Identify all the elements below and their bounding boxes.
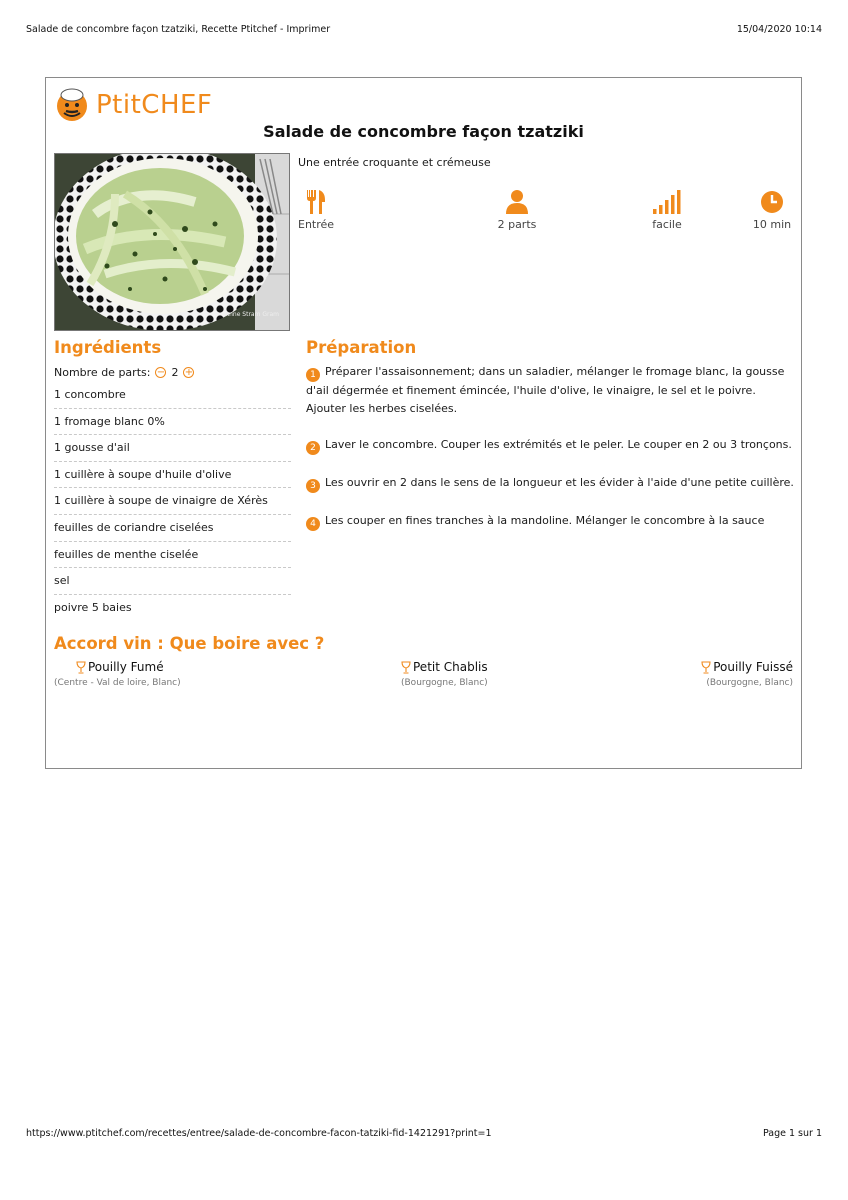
meta-servings bbox=[494, 190, 540, 231]
ingredient-item: 1 concombre bbox=[54, 382, 291, 409]
ingredient-item: feuilles de coriandre ciselées bbox=[54, 515, 291, 542]
wine-origin: (Bourgogne, Blanc) bbox=[706, 678, 793, 688]
servings-control bbox=[54, 366, 194, 379]
meta-servings-label: 2 parts bbox=[497, 218, 537, 231]
wine-glass-icon bbox=[76, 661, 86, 674]
logo-text: PtitCHEF bbox=[96, 90, 213, 120]
print-footer bbox=[26, 1128, 822, 1139]
preparation-heading: Préparation bbox=[306, 338, 417, 357]
ingredient-item: 1 cuillère à soupe d'huile d'olive bbox=[54, 462, 291, 489]
fork-knife-icon bbox=[305, 190, 327, 214]
print-header-title: Salade de concombre façon tzatziki, Recette Ptitchef - Imprimer bbox=[26, 24, 331, 35]
preparation-steps bbox=[306, 363, 794, 550]
wine-glass-icon bbox=[701, 661, 711, 674]
ingredient-item: feuilles de menthe ciselée bbox=[54, 542, 291, 569]
difficulty-bars-icon bbox=[653, 190, 681, 214]
ingredient-item: 1 gousse d'ail bbox=[54, 435, 291, 462]
step-text: Les ouvrir en 2 dans le sens de la longueur et les évider à l'aide d'une petite cuillère. bbox=[325, 476, 794, 489]
meta-difficulty bbox=[650, 190, 684, 231]
ptitchef-logo[interactable] bbox=[54, 84, 212, 126]
step-number-badge: 3 bbox=[306, 479, 320, 493]
meta-time bbox=[750, 190, 794, 231]
wine-name: Pouilly Fumé bbox=[88, 660, 164, 674]
photo-credit: Anne Stram Gram bbox=[224, 311, 279, 318]
salad-bowl-image bbox=[55, 154, 290, 331]
step-text: Laver le concombre. Couper les extrémités et le peler. Le couper en 2 ou 3 tronçons. bbox=[325, 438, 792, 451]
meta-course bbox=[298, 190, 334, 231]
print-header bbox=[26, 24, 822, 35]
meta-time-label: 10 min bbox=[752, 218, 792, 231]
step-number-badge: 1 bbox=[306, 368, 320, 382]
recipe-subtitle: Une entrée croquante et crémeuse bbox=[298, 156, 491, 169]
wine-glass-icon bbox=[401, 661, 411, 674]
decrease-servings-button[interactable]: − bbox=[156, 366, 166, 378]
servings-value: 2 bbox=[171, 366, 179, 379]
ingredient-item: sel bbox=[54, 568, 291, 595]
ingredients-heading: Ingrédients bbox=[54, 338, 162, 357]
preparation-step bbox=[306, 436, 794, 455]
person-icon bbox=[506, 190, 528, 214]
clock-icon bbox=[760, 190, 784, 214]
preparation-step bbox=[306, 363, 794, 417]
ingredients-list bbox=[54, 382, 291, 621]
meta-course-label: Entrée bbox=[298, 218, 335, 231]
step-number-badge: 2 bbox=[306, 441, 320, 455]
increase-servings-button[interactable]: + bbox=[184, 366, 194, 378]
recipe-photo bbox=[54, 153, 290, 331]
recipe-title: Salade de concombre façon tzatziki bbox=[263, 122, 584, 141]
servings-label: Nombre de parts: bbox=[54, 366, 151, 379]
ingredient-item: 1 cuillère à soupe de vinaigre de Xérès bbox=[54, 488, 291, 515]
step-text: Préparer l'assaisonnement; dans un saladier, mélanger le fromage blanc, la gousse d'ail dégermée et finement émincée, l'huile d'olive, le vinaigre, le sel et le poivre. Ajouter les herbes ciselées. bbox=[306, 365, 785, 415]
step-text: Les couper en fines tranches à la mandoline. Mélanger le concombre à la sauce bbox=[325, 514, 765, 527]
print-header-datetime: 15/04/2020 10:14 bbox=[736, 24, 822, 35]
wine-origin: (Bourgogne, Blanc) bbox=[401, 678, 488, 688]
wine-pairing-heading: Accord vin : Que boire avec ? bbox=[54, 634, 325, 653]
print-footer-page: Page 1 sur 1 bbox=[762, 1128, 822, 1139]
wine-origin: (Centre - Val de loire, Blanc) bbox=[54, 678, 181, 688]
ingredient-item: 1 fromage blanc 0% bbox=[54, 409, 291, 436]
wine-name: Petit Chablis bbox=[413, 660, 488, 674]
wine-item[interactable] bbox=[701, 660, 793, 688]
preparation-step bbox=[306, 474, 794, 493]
wine-name: Pouilly Fuissé bbox=[713, 660, 793, 674]
wine-item[interactable] bbox=[54, 660, 181, 688]
meta-difficulty-label: facile bbox=[652, 218, 682, 231]
recipe-card bbox=[45, 77, 802, 769]
step-number-badge: 4 bbox=[306, 517, 320, 531]
chef-mascot-icon bbox=[54, 86, 92, 124]
preparation-step bbox=[306, 512, 794, 531]
wine-item[interactable] bbox=[401, 660, 488, 688]
recipe-meta bbox=[298, 190, 794, 238]
print-footer-url: https://www.ptitchef.com/recettes/entree/salade-de-concombre-facon-tatziki-fid-1421291?print=1 bbox=[26, 1128, 492, 1139]
ingredient-item: poivre 5 baies bbox=[54, 600, 132, 614]
